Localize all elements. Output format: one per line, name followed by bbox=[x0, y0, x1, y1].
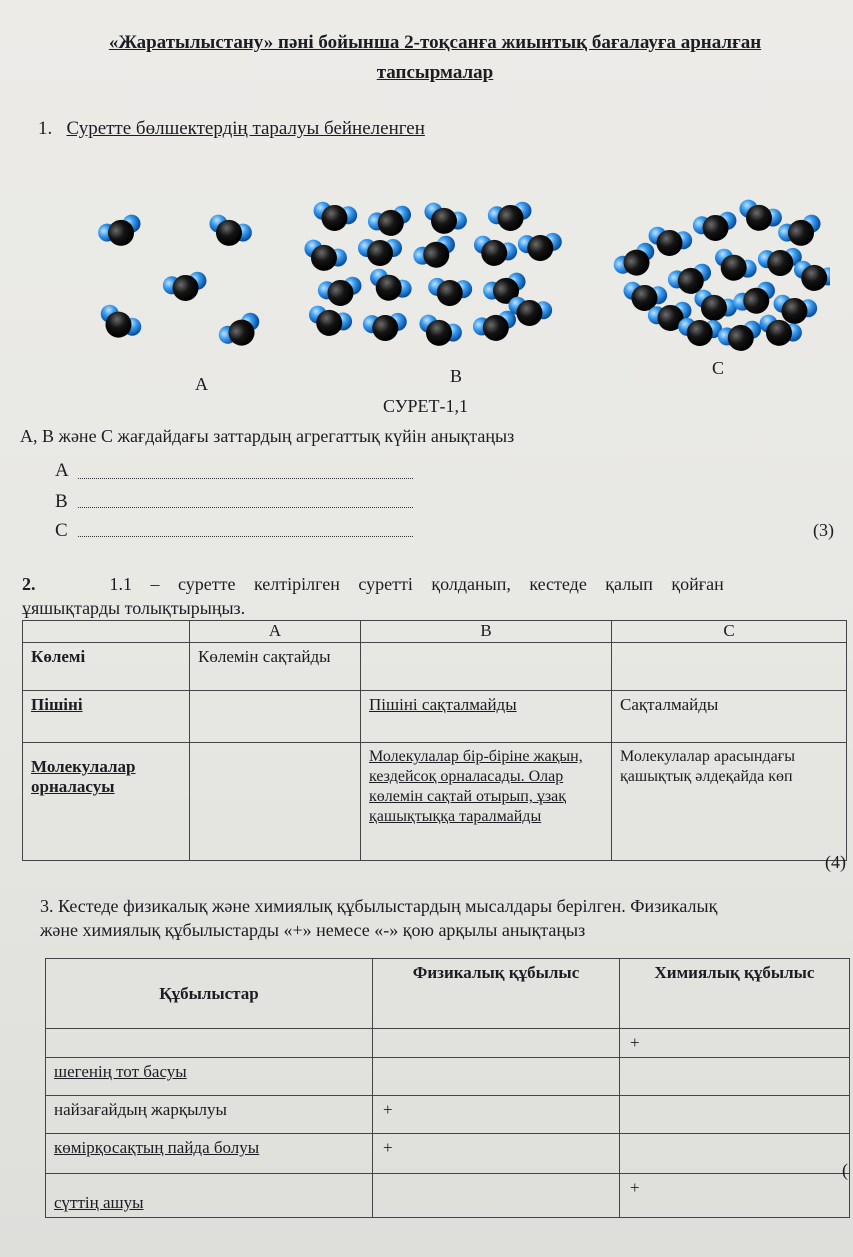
q2-row-arrangement bbox=[23, 743, 847, 861]
molecule-27 bbox=[776, 212, 827, 252]
figure-label-b: B bbox=[450, 366, 463, 386]
q3-cell-0-name bbox=[46, 1029, 373, 1058]
q3-cell-3-physical[interactable]: + bbox=[373, 1134, 620, 1174]
q2-cell-arrangement-b: Молекулалар бір-біріне жақын, кездейсоқ орналасады. Олар көлемін сақтай отырып, ұзақ қашықтыққа таралмайды bbox=[361, 743, 612, 861]
q1-score: (3) bbox=[813, 520, 834, 540]
molecule-20 bbox=[414, 312, 465, 352]
q3-row-3 bbox=[46, 1134, 850, 1174]
q3-header-physical: Физикалық құбылыс bbox=[373, 959, 620, 1029]
q2-cell-shape-a[interactable] bbox=[190, 691, 361, 743]
q3-cell-1-name: шегенің тот басуы bbox=[46, 1058, 373, 1096]
q3-cell-0-physical[interactable] bbox=[373, 1029, 620, 1058]
q3-cell-4-name: сүттің ашуы bbox=[46, 1174, 373, 1218]
q3-row-2 bbox=[46, 1096, 850, 1134]
q2-row-volume-label: Көлемі bbox=[23, 643, 190, 691]
q3-text-line1: 3. Кестеде физикалық және химиялық құбылыстардың мысалдары берілген. Физикалық bbox=[40, 896, 718, 916]
molecule-5 bbox=[311, 200, 359, 234]
q2-cell-arrangement-a[interactable] bbox=[190, 743, 361, 861]
q3-row-1 bbox=[46, 1058, 850, 1096]
worksheet-title-line1: «Жаратылыстану» пәні бойынша 2-тоқсанға жиынтық бағалауға арналған bbox=[108, 32, 762, 53]
molecule-18 bbox=[305, 304, 354, 341]
q2-line1 bbox=[22, 574, 822, 595]
molecule-16 bbox=[427, 277, 473, 308]
molecule-12 bbox=[470, 234, 519, 271]
q2-number: 2. bbox=[22, 574, 36, 594]
q1-number: 1. bbox=[38, 118, 53, 139]
q3-cell-2-chemical[interactable] bbox=[620, 1096, 850, 1134]
q3-row-4 bbox=[46, 1174, 850, 1218]
molecule-23 bbox=[610, 239, 662, 284]
q3-cell-2-name: найзағайдың жарқылуы bbox=[46, 1096, 373, 1134]
q2-row-volume bbox=[23, 643, 847, 691]
molecule-group bbox=[93, 197, 830, 356]
q3-cell-3-chemical[interactable] bbox=[620, 1134, 850, 1174]
q3-cell-1-physical[interactable] bbox=[373, 1058, 620, 1096]
q3-row-0 bbox=[46, 1029, 850, 1058]
q3-cell-2-physical[interactable]: + bbox=[373, 1096, 620, 1134]
q2-cell-volume-a: Көлемін сақтайды bbox=[190, 643, 361, 691]
q3-cell-1-chemical[interactable] bbox=[620, 1058, 850, 1096]
q2-cell-shape-c: Сақталмайды bbox=[612, 691, 847, 743]
molecule-21 bbox=[471, 309, 520, 346]
q3-text-line2: және химиялық құбылыстарды «+» немесе «-» қою арқылы анықтаңыз bbox=[40, 920, 586, 940]
q2-header-row bbox=[23, 621, 847, 643]
molecule-25 bbox=[691, 210, 739, 244]
molecule-6 bbox=[366, 204, 415, 241]
q2-header-c: C bbox=[612, 621, 847, 643]
q3-cell-4-chemical[interactable]: + bbox=[620, 1174, 850, 1218]
q2-table bbox=[22, 620, 847, 861]
molecule-4 bbox=[215, 309, 267, 354]
molecule-1 bbox=[204, 212, 255, 252]
q2-cell-volume-c[interactable] bbox=[612, 643, 847, 691]
molecule-7 bbox=[419, 200, 470, 240]
q2-cell-shape-b: Пішіні сақталмайды bbox=[361, 691, 612, 743]
q3-cell-4-physical[interactable] bbox=[373, 1174, 620, 1218]
q3-score-partial: ( bbox=[842, 1160, 848, 1180]
q2-row-arrangement-label: Молекулалар орналасуы bbox=[23, 743, 190, 861]
figure-label-c: C bbox=[712, 358, 725, 378]
q1-line bbox=[38, 118, 425, 140]
q3-header-row bbox=[46, 959, 850, 1029]
q2-cell-arrangement-c: Молекулалар арасындағы қашықтық әлдеқайда көп bbox=[612, 743, 847, 861]
q3-cell-0-chemical[interactable]: + bbox=[620, 1029, 850, 1058]
molecule-35 bbox=[730, 279, 781, 322]
molecule-30 bbox=[708, 246, 759, 289]
molecule-2 bbox=[161, 270, 209, 304]
q3-table bbox=[45, 958, 850, 1218]
q2-text-line1: 1.1 – суретте келтірілген суретті қолданып, кестеде қалып қойған bbox=[109, 574, 724, 594]
molecule-13 bbox=[517, 232, 563, 263]
molecule-3 bbox=[93, 301, 145, 346]
q3-cell-3-name: көмірқосақтың пайда болуы bbox=[46, 1134, 373, 1174]
molecule-38 bbox=[716, 319, 765, 356]
figure-caption: СУРЕТ-1,1 bbox=[383, 396, 469, 416]
q2-header-b: B bbox=[361, 621, 612, 643]
molecule-9 bbox=[299, 237, 350, 277]
molecule-19 bbox=[362, 312, 408, 343]
molecule-11 bbox=[410, 233, 461, 276]
blank-line-a[interactable] bbox=[78, 478, 413, 479]
molecule-15 bbox=[363, 266, 414, 309]
q2-cell-volume-b[interactable] bbox=[361, 643, 612, 691]
blank-label-c: C bbox=[55, 520, 68, 541]
q2-row-shape bbox=[23, 691, 847, 743]
blank-label-b: B bbox=[55, 491, 68, 512]
q2-header-blank bbox=[23, 621, 190, 643]
q2-text-line2: ұяшықтарды толықтырыңыз. bbox=[22, 598, 246, 618]
q1-instruction: А, В және С жағдайдағы заттардың агрегаттық күйін анықтаңыз bbox=[20, 426, 515, 446]
blank-label-a: A bbox=[55, 460, 69, 481]
q2-header-a: A bbox=[190, 621, 361, 643]
molecule-10 bbox=[358, 239, 402, 266]
blank-line-c[interactable] bbox=[78, 536, 413, 537]
q3-header-chemical: Химиялық құбылыс bbox=[620, 959, 850, 1029]
molecule-0 bbox=[96, 212, 147, 252]
q1-text: Суретте бөлшектердің таралуы бейнеленген bbox=[66, 118, 425, 139]
molecule-8 bbox=[486, 200, 534, 234]
blank-line-b[interactable] bbox=[78, 507, 413, 508]
q2-score: (4) bbox=[825, 852, 846, 872]
figure-label-a: A bbox=[195, 374, 208, 394]
molecule-26 bbox=[734, 197, 785, 237]
molecule-37 bbox=[677, 317, 723, 348]
q2-row-shape-label: Пішіні bbox=[23, 691, 190, 743]
molecule-14 bbox=[316, 275, 364, 309]
worksheet-title-line2: тапсырмалар bbox=[376, 62, 494, 83]
q3-header-phenomena: Құбылыстар bbox=[46, 959, 373, 1029]
